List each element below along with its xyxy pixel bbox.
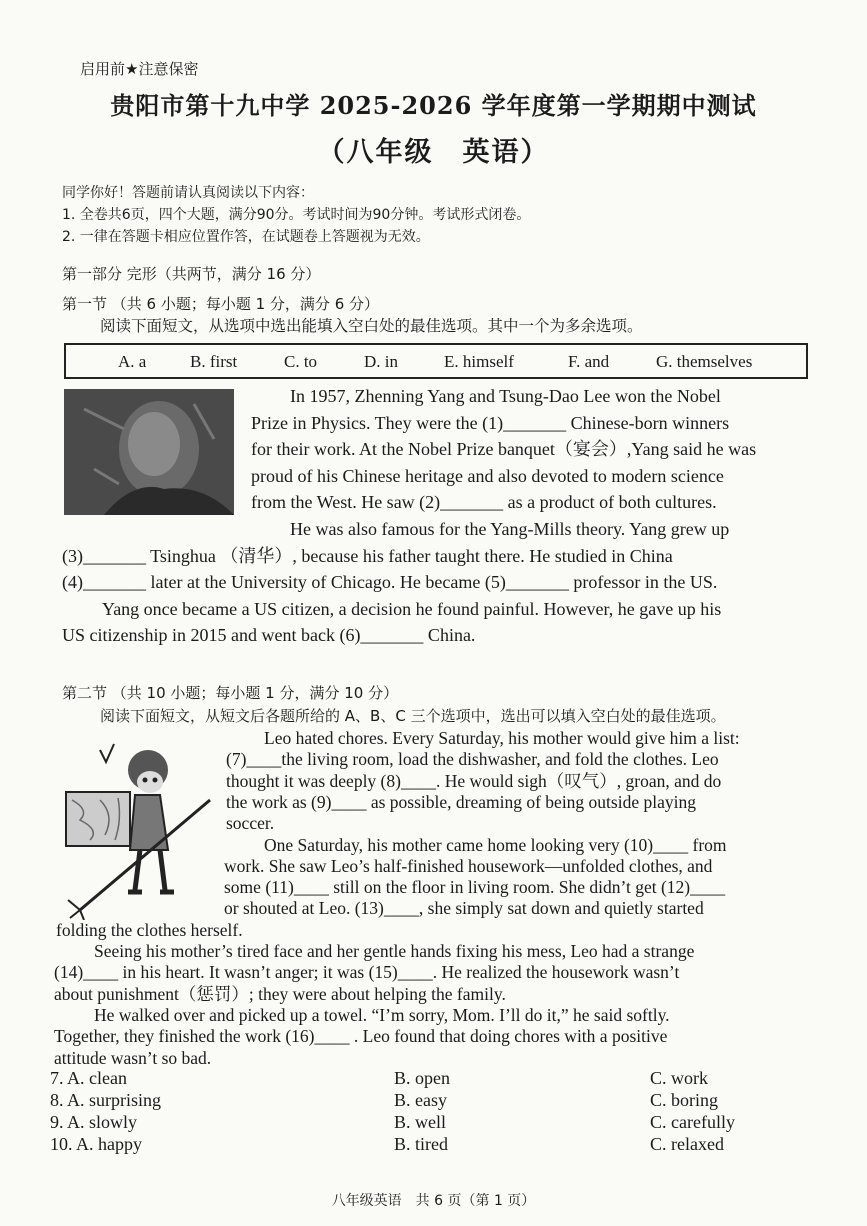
- section2-directions: 阅读下面短文，从短文后各题所给的 A、B、C 三个选项中，选出可以填入空白处的最佳选项。: [100, 707, 726, 725]
- instructions-greeting: 同学你好！答题前请认真阅读以下内容：: [62, 185, 314, 201]
- word-option: B. first: [190, 352, 238, 371]
- passage1-line: for their work. At the Nobel Prize banquet（宴会）,Yang said he was: [251, 439, 757, 460]
- exam-title: 贵阳市第十九中学 2025-2026 学年度第一学期期中测试: [110, 91, 757, 120]
- question-option: 9. A. slowly: [50, 1112, 138, 1132]
- section2-title: 第二节 （共 10 小题；每小题 1 分，满分 10 分）: [62, 684, 399, 702]
- passage1-line: US citizenship in 2015 and went back (6)_______ China.: [62, 625, 476, 646]
- passage1-line: Yang once became a US citizen, a decision he found painful. However, he gave up his: [102, 598, 722, 619]
- part1-title: 第一部分 完形（共两节，满分 16 分）: [62, 265, 321, 283]
- passage2-line: Together, they finished the work (16)____ . Leo found that doing chores with a positive: [54, 1026, 668, 1047]
- word-option: D. in: [364, 352, 398, 371]
- question-option: B. tired: [394, 1134, 448, 1154]
- passage2-line: some (11)____ still on the floor in living room. She didn’t get (12)____: [224, 877, 726, 898]
- passage1-line: Prize in Physics. They were the (1)_______ Chinese-born winners: [251, 412, 730, 433]
- passage1-line: He was also famous for the Yang-Mills theory. Yang grew up: [290, 519, 730, 539]
- passage2-line: attitude wasn’t so bad.: [54, 1047, 212, 1068]
- question-option: 10. A. happy: [50, 1134, 142, 1154]
- passage1-line: (3)_______ Tsinghua （清华）, because his father taught there. He studied in China: [62, 545, 673, 566]
- passage2-line: He walked over and picked up a towel. “I’m sorry, Mom. I’ll do it,” he said softly.: [94, 1004, 670, 1025]
- question-option: C. boring: [650, 1090, 719, 1110]
- passage2-line: folding the clothes herself.: [56, 919, 243, 940]
- question-option: B. easy: [394, 1090, 447, 1110]
- passage2-line: (14)____ in his heart. It wasn’t anger; it was (15)____. He realized the housework wasn’t: [54, 962, 680, 983]
- portrait-photo: [64, 389, 234, 515]
- passage2-line: Seeing his mother’s tired face and her gentle hands fixing his mess, Leo had a strange: [94, 941, 695, 961]
- passage2-line: work. She saw Leo’s half-finished housework—unfolded clothes, and: [224, 855, 713, 876]
- passage2-line: (7)____the living room, load the dishwasher, and fold the clothes. Leo: [226, 749, 719, 770]
- question-option: C. work: [650, 1068, 708, 1088]
- page-footer: 八年级英语 共 6 页（第 1 页）: [331, 1193, 536, 1209]
- passage2-line: thought it was deeply (8)____. He would sigh（叹气）, groan, and do: [226, 770, 722, 791]
- word-option: G. themselves: [656, 352, 753, 371]
- passage1-line: In 1957, Zhenning Yang and Tsung-Dao Lee won the Nobel: [290, 386, 721, 406]
- word-option: F. and: [568, 352, 610, 371]
- question-option: 7. A. clean: [50, 1068, 127, 1088]
- section1-directions: 阅读下面短文，从选项中选出能填入空白处的最佳选项。其中一个为多余选项。: [100, 317, 643, 335]
- passage2-line: the work as (9)____ as possible, dreaming of being outside playing: [226, 791, 696, 812]
- word-option: A. a: [118, 352, 147, 371]
- passage2-line: soccer.: [226, 813, 275, 834]
- word-option: E. himself: [444, 352, 514, 371]
- passage2-line: Leo hated chores. Every Saturday, his mother would give him a list:: [264, 728, 740, 748]
- passage1-line: from the West. He saw (2)_______ as a product of both cultures.: [251, 492, 717, 513]
- word-option: C. to: [284, 352, 318, 371]
- question-option: B. open: [394, 1068, 450, 1088]
- instruction-item: 1. 全卷共6页，四个大题，满分90分。考试时间为90分钟。考试形式闭卷。: [62, 207, 531, 223]
- question-option: C. carefully: [650, 1112, 735, 1132]
- passage1-line: proud of his Chinese heritage and also devoted to modern science: [251, 465, 724, 486]
- passage2-line: about punishment（惩罚）; they were about helping the family.: [54, 983, 506, 1004]
- word-bank-box: [64, 343, 808, 379]
- question-option: B. well: [394, 1112, 446, 1132]
- confidential-label: 启用前★注意保密: [80, 60, 199, 78]
- passage2-line: One Saturday, his mother came home looking very (10)____ from: [264, 834, 727, 855]
- passage1-line: (4)_______ later at the University of Chicago. He became (5)_______ professor in the US.: [62, 572, 718, 593]
- question-option: C. relaxed: [650, 1134, 724, 1154]
- instruction-item: 2. 一律在答题卡相应位置作答，在试题卷上答题视为无效。: [62, 229, 430, 245]
- exam-subtitle: （八年级 英语）: [317, 137, 550, 168]
- question-option: 8. A. surprising: [50, 1090, 162, 1110]
- boy-chores-illustration: [60, 740, 220, 920]
- instructions: [62, 182, 530, 248]
- section1-title: 第一节 （共 6 小题；每小题 1 分，满分 6 分）: [62, 295, 380, 313]
- passage2-line: or shouted at Leo. (13)____, she simply sat down and quietly started: [224, 898, 704, 919]
